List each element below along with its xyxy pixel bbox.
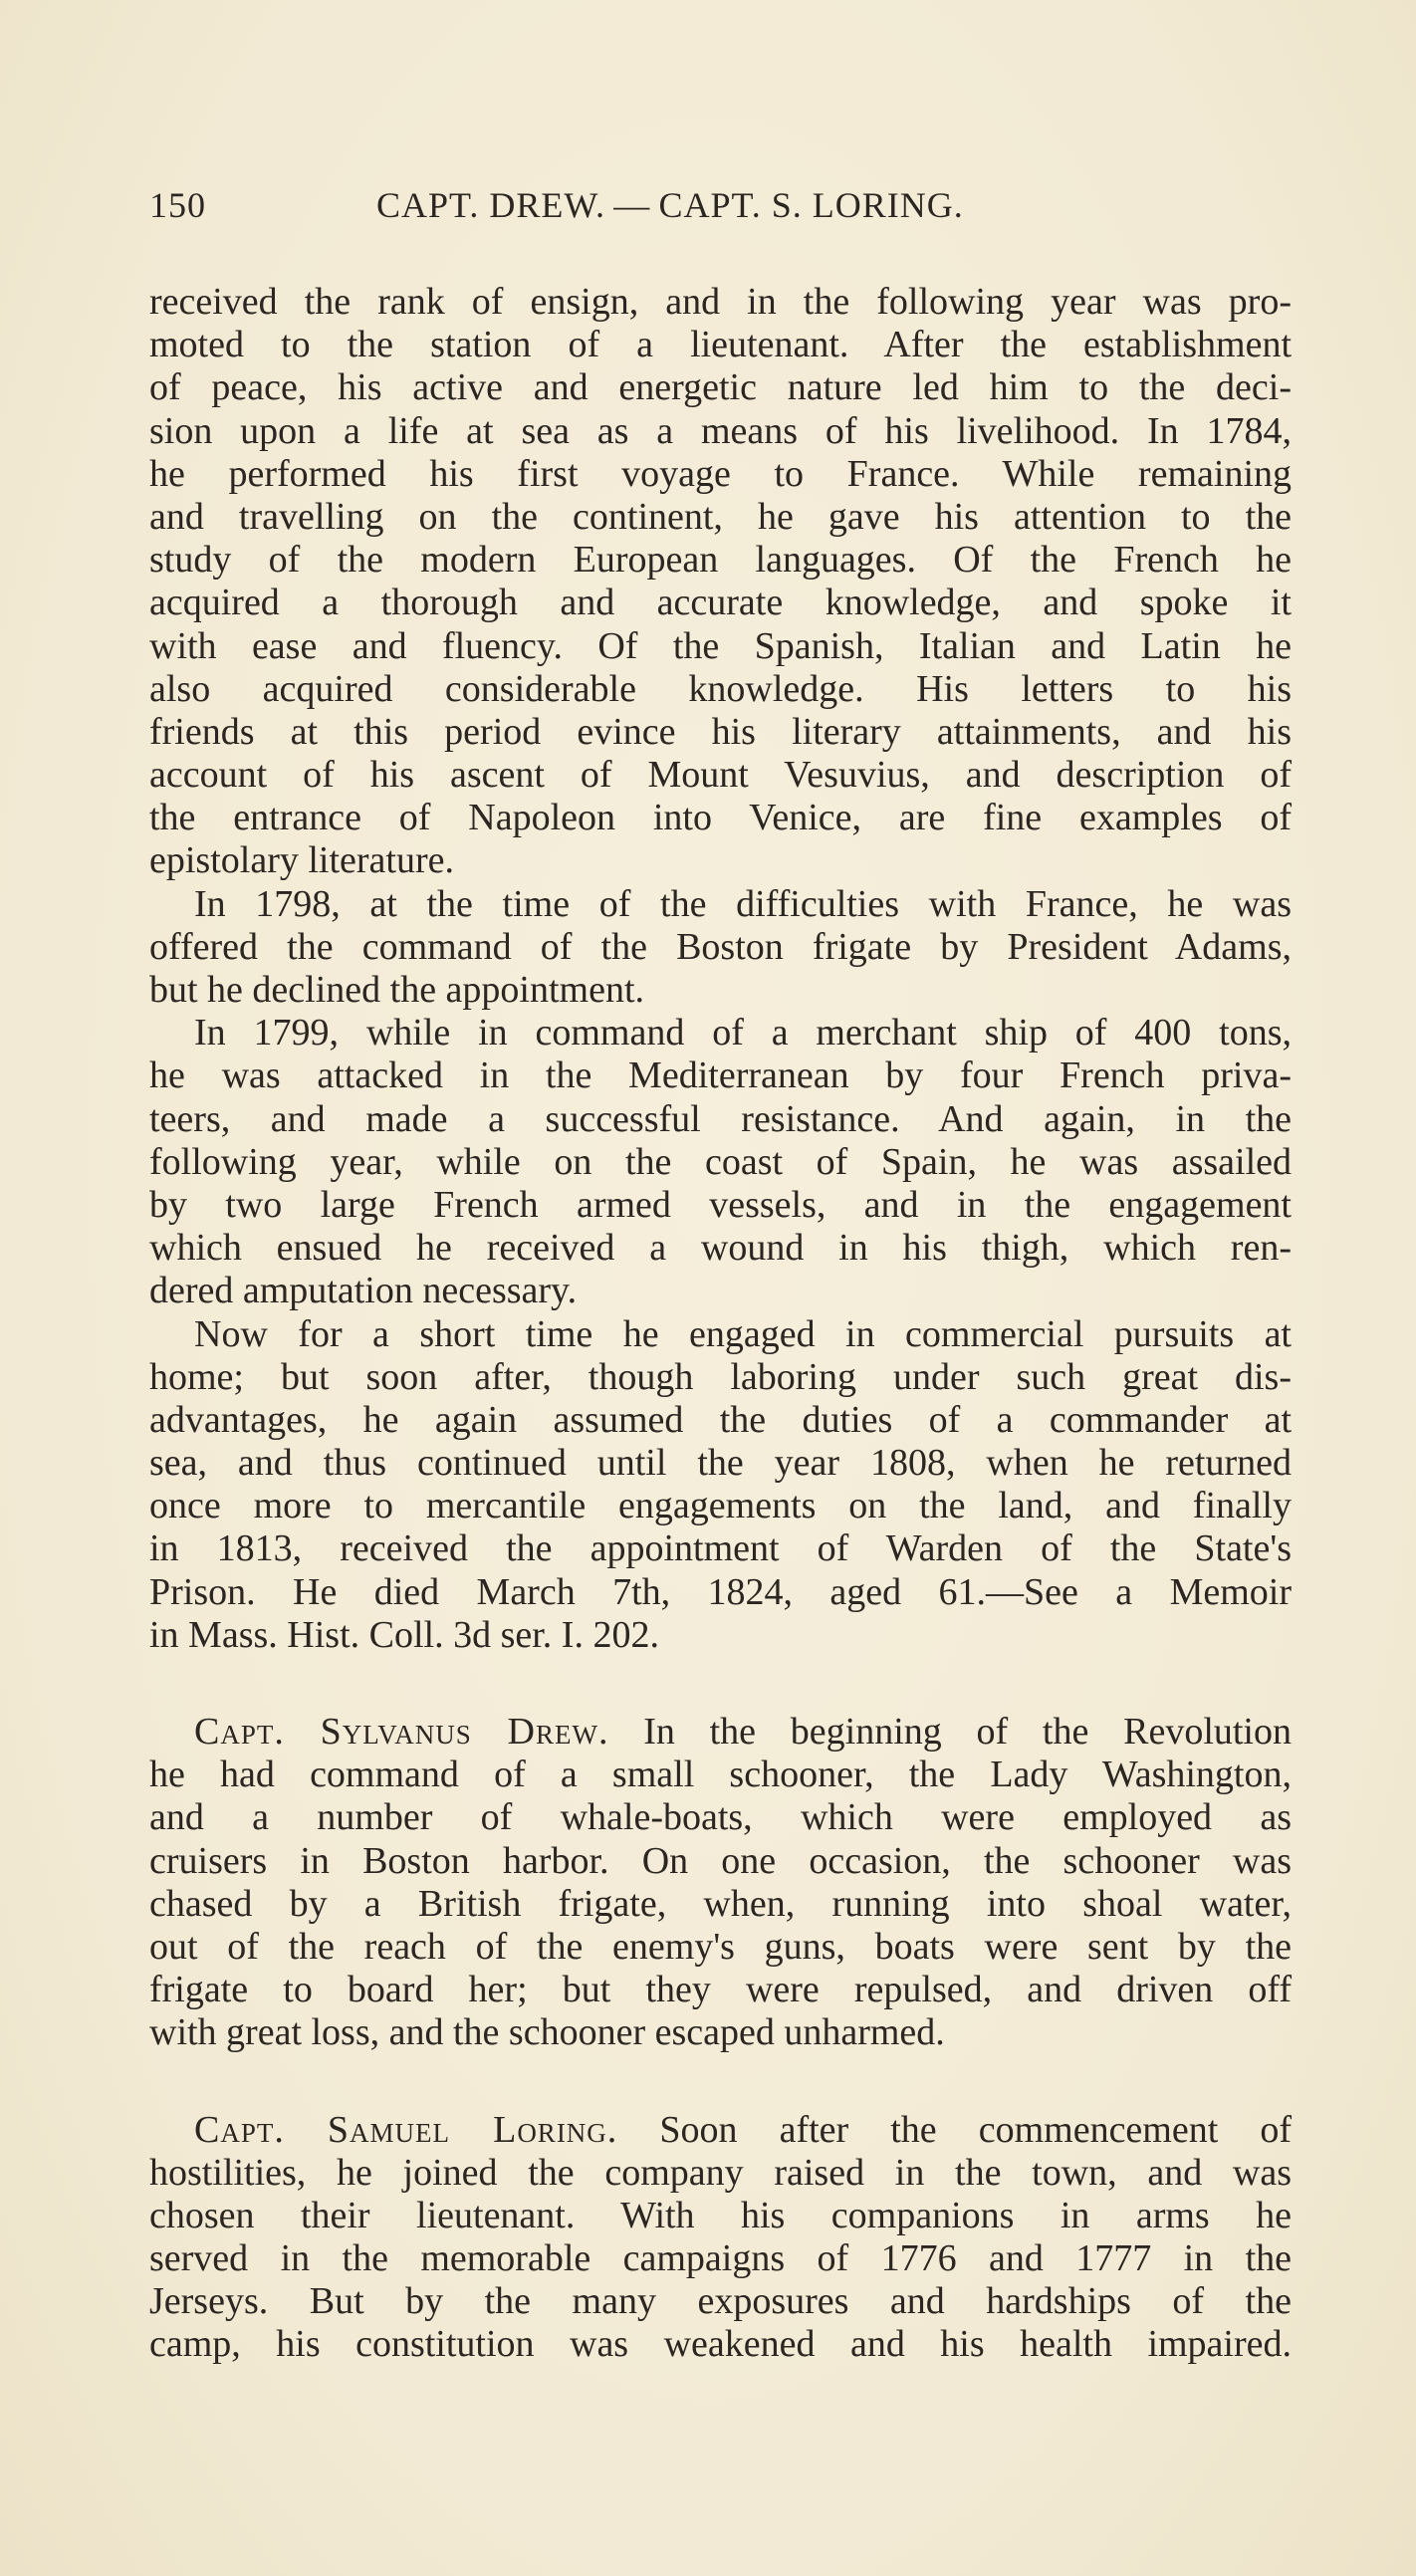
text-line: teers, and made a successful resistance. And again, in the (149, 1097, 1292, 1140)
text-line: sea, and thus continued until the year 1808, when he returned (149, 1442, 1292, 1485)
text-line: In 1799, while in command of a merchant ship of 400 tons, (194, 1012, 1292, 1054)
text-line: in Mass. Hist. Coll. 3d ser. I. 202. (149, 1613, 659, 1656)
section-gap (149, 2055, 1292, 2109)
text-line: cruisers in Boston harbor. On one occasion, the schooner was (149, 1839, 1292, 1882)
entry-first-line (149, 2109, 1292, 2152)
text-line: friends at this period evince his literary attainments, and his (149, 710, 1292, 753)
text-line: and travelling on the continent, he gave his attention to the (149, 495, 1292, 538)
text-line: by two large French armed vessels, and in the engagement (149, 1183, 1292, 1226)
body-text (149, 281, 1292, 2367)
text-line: with ease and fluency. Of the Spanish, Italian and Latin he (149, 624, 1292, 667)
text-line: chosen their lieutenant. With his companions in arms he (149, 2194, 1292, 2236)
text-line: camp, his constitution was weakened and his health impaired. (149, 2323, 1292, 2366)
text-line: which ensued he received a wound in his thigh, which ren- (149, 1227, 1292, 1270)
text-line: Jerseys. But by the many exposures and hardships of the (149, 2280, 1292, 2323)
text-line: dered amputation necessary. (149, 1270, 578, 1312)
text-line: served in the memorable campaigns of 1776 and 1777 in the (149, 2237, 1292, 2280)
text-line: account of his ascent of Mount Vesuvius, and description of (149, 754, 1292, 797)
text-line: moted to the station of a lieutenant. After the establishment (149, 324, 1292, 366)
text-line: chased by a British frigate, when, running into shoal water, (149, 1882, 1292, 1925)
text-line: of peace, his active and energetic nature led him to the deci- (149, 366, 1292, 409)
text-line: epistolary literature. (149, 839, 454, 882)
text-line: but he declined the appointment. (149, 969, 645, 1011)
text-line: and a number of whale-boats, which were employed as (149, 1796, 1292, 1839)
entry-name-loring: Capt. Samuel Loring. (194, 2108, 618, 2151)
text-line: he had command of a small schooner, the Lady Washington, (149, 1754, 1292, 1796)
entry-name-drew: Capt. Sylvanus Drew. (194, 1711, 609, 1753)
text-line: sion upon a life at sea as a means of his livelihood. In 1784, (149, 409, 1292, 452)
text-line: he performed his first voyage to France. While remaining (149, 452, 1292, 495)
text-line: he was attacked in the Mediterranean by four French priva- (149, 1054, 1292, 1097)
text-line: following year, while on the coast of Spain, he was assailed (149, 1140, 1292, 1183)
text-line: Now for a short time he engaged in commercial pursuits at (194, 1312, 1292, 1355)
text-line: home; but soon after, though laboring under such great dis- (149, 1355, 1292, 1398)
text-line: with great loss, and the schooner escaped unharmed. (149, 2011, 945, 2054)
text-line: acquired a thorough and accurate knowledge, and spoke it (149, 582, 1292, 624)
text-line: hostilities, he joined the company raised in the town, and was (149, 2151, 1292, 2194)
text-line: study of the modern European languages. Of the French he (149, 539, 1292, 582)
page-number: 150 (149, 185, 206, 225)
text-line: also acquired considerable knowledge. His letters to his (149, 667, 1292, 710)
text-line: in 1813, received the appointment of Warden of the State's (149, 1527, 1292, 1570)
text-line: advantages, he again assumed the duties of a commander at (149, 1398, 1292, 1441)
text-line: frigate to board her; but they were repulsed, and driven off (149, 1969, 1292, 2011)
running-head: CAPT. DREW. — CAPT. S. LORING. (376, 185, 964, 225)
text-line: offered the command of the Boston frigate by President Adams, (149, 925, 1292, 968)
text-line: out of the reach of the enemy's guns, boats were sent by the (149, 1925, 1292, 1968)
text-line: the entrance of Napoleon into Venice, are fine examples of (149, 797, 1292, 839)
text-line: In 1798, at the time of the difficulties with France, he was (194, 882, 1292, 925)
text-line: once more to mercantile engagements on the land, and finally (149, 1485, 1292, 1527)
entry-first-line (149, 1711, 1292, 1754)
text-line: Prison. He died March 7th, 1824, aged 61.—See a Memoir (149, 1570, 1292, 1613)
text-line: received the rank of ensign, and in the following year was pro- (149, 281, 1292, 323)
page-header (149, 184, 1295, 234)
entry-text: In the beginning of the Revolution (608, 1711, 1292, 1753)
entry-text: Soon after the commencement of (617, 2108, 1292, 2151)
section-gap (149, 1657, 1292, 1711)
